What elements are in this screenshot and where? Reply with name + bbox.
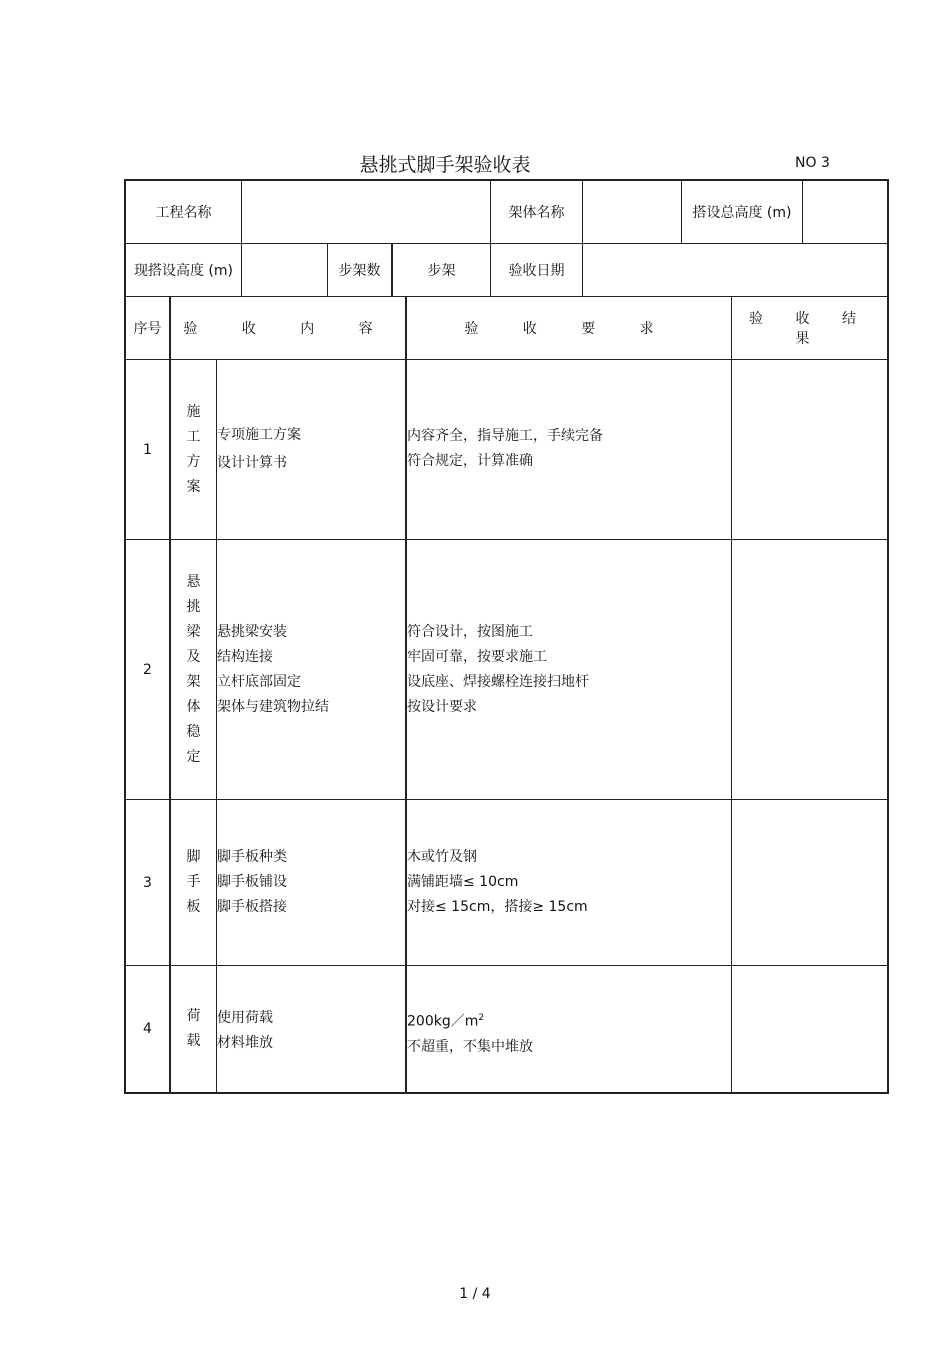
- current-height-field[interactable]: [242, 244, 327, 296]
- category-char: 架: [186, 673, 201, 690]
- row-result[interactable]: [732, 966, 887, 1092]
- row-index: 1: [143, 441, 152, 458]
- col-header-requirement: 验 收 要 求: [464, 321, 674, 337]
- category-char: 手: [186, 874, 201, 890]
- row-result[interactable]: [732, 800, 887, 965]
- category-char: 体: [186, 698, 201, 715]
- total-height-field[interactable]: [803, 181, 887, 243]
- frame-name-field[interactable]: [583, 181, 681, 243]
- page-number: 1 / 4: [459, 1286, 491, 1302]
- total-height-label: 搭设总高度 (m): [692, 205, 792, 221]
- category-char: 荷: [186, 1008, 201, 1024]
- load-value: 200kg／m: [407, 1013, 479, 1030]
- date-field[interactable]: [583, 244, 887, 296]
- row-items: [217, 1006, 273, 1056]
- requirement-text: 内容齐全，指导施工，手续完备: [407, 428, 603, 444]
- category-char: 稳: [186, 723, 201, 740]
- col-header-index: 序号: [133, 321, 162, 337]
- load-unit-exponent: 2: [478, 1013, 485, 1023]
- row-requirements: [407, 845, 588, 920]
- row-result[interactable]: [732, 360, 887, 539]
- requirement-text: 不超重，不集中堆放: [407, 1038, 533, 1055]
- date-label: 验收日期: [508, 263, 565, 279]
- row-category: [171, 966, 216, 1092]
- category-char: 梁: [186, 623, 201, 640]
- steps-unit: 步架: [427, 263, 456, 279]
- requirement-text: [407, 1006, 533, 1035]
- requirement-text: 对接≤ 15cm，搭接≥ 15cm: [407, 899, 588, 915]
- row-items: [217, 620, 329, 720]
- category-char: 案: [186, 478, 201, 495]
- row-category: [171, 800, 216, 965]
- requirement-text: 设底座、焊接螺栓连接扫地杆: [407, 674, 589, 690]
- current-height-label: 现搭设高度 (m): [133, 263, 233, 279]
- row-index: 4: [143, 1021, 152, 1037]
- row-requirements: [407, 1006, 533, 1060]
- requirement-text: 牢固可靠，按要求施工: [407, 649, 547, 665]
- requirement-text: 符合设计，按图施工: [407, 624, 533, 640]
- item-text: 架体与建筑物拉结: [217, 699, 329, 715]
- frame-name-label: 架体名称: [508, 205, 565, 221]
- category-char: 载: [186, 1033, 201, 1049]
- item-text: 立杆底部固定: [217, 674, 301, 690]
- col-header-result: 验 收 结 果: [749, 311, 870, 347]
- category-char: 工: [186, 428, 201, 445]
- project-name-field[interactable]: [242, 181, 490, 243]
- item-text: 悬挑梁安装: [217, 624, 287, 640]
- row-result[interactable]: [732, 540, 887, 799]
- requirement-text: 符合规定，计算准确: [407, 453, 533, 469]
- item-text: 脚手板种类: [217, 849, 287, 865]
- row-category: [171, 360, 216, 539]
- item-text: 脚手板铺设: [217, 874, 287, 890]
- category-char: 挑: [186, 598, 201, 615]
- col-header-content: 验 收 内 容: [183, 321, 393, 337]
- requirement-text: 木或竹及钢: [407, 849, 477, 865]
- category-char: 脚: [186, 849, 201, 865]
- category-char: 施: [186, 403, 201, 420]
- item-text: 专项施工方案: [217, 427, 301, 443]
- row-items: [217, 423, 301, 476]
- border-right: [887, 179, 889, 1094]
- item-text: 设计计算书: [217, 455, 287, 471]
- border-bottom: [124, 1092, 889, 1094]
- requirement-text: 满铺距墙≤ 10cm: [407, 874, 519, 890]
- row-index: 3: [143, 874, 152, 891]
- category-char: 定: [186, 748, 201, 765]
- row-requirements: [407, 424, 603, 474]
- steps-label: 步架数: [338, 263, 381, 279]
- category-char: 板: [186, 899, 201, 915]
- item-text: 材料堆放: [217, 1035, 273, 1051]
- row-category: [171, 540, 216, 799]
- category-char: 方: [186, 453, 201, 470]
- row-requirements: [407, 620, 589, 720]
- row-items: [217, 845, 287, 920]
- form-title: 悬挑式脚手架验收表: [359, 154, 531, 176]
- category-char: 及: [186, 648, 201, 665]
- item-text: 结构连接: [217, 649, 273, 665]
- row-index: 2: [143, 661, 152, 678]
- project-name-label: 工程名称: [155, 205, 212, 221]
- requirement-text: 按设计要求: [407, 699, 477, 715]
- item-text: 脚手板搭接: [217, 899, 287, 915]
- item-text: 使用荷载: [217, 1010, 273, 1026]
- form-number: NO 3: [795, 155, 830, 171]
- acceptance-form: [124, 179, 889, 1094]
- category-char: 悬: [186, 573, 201, 590]
